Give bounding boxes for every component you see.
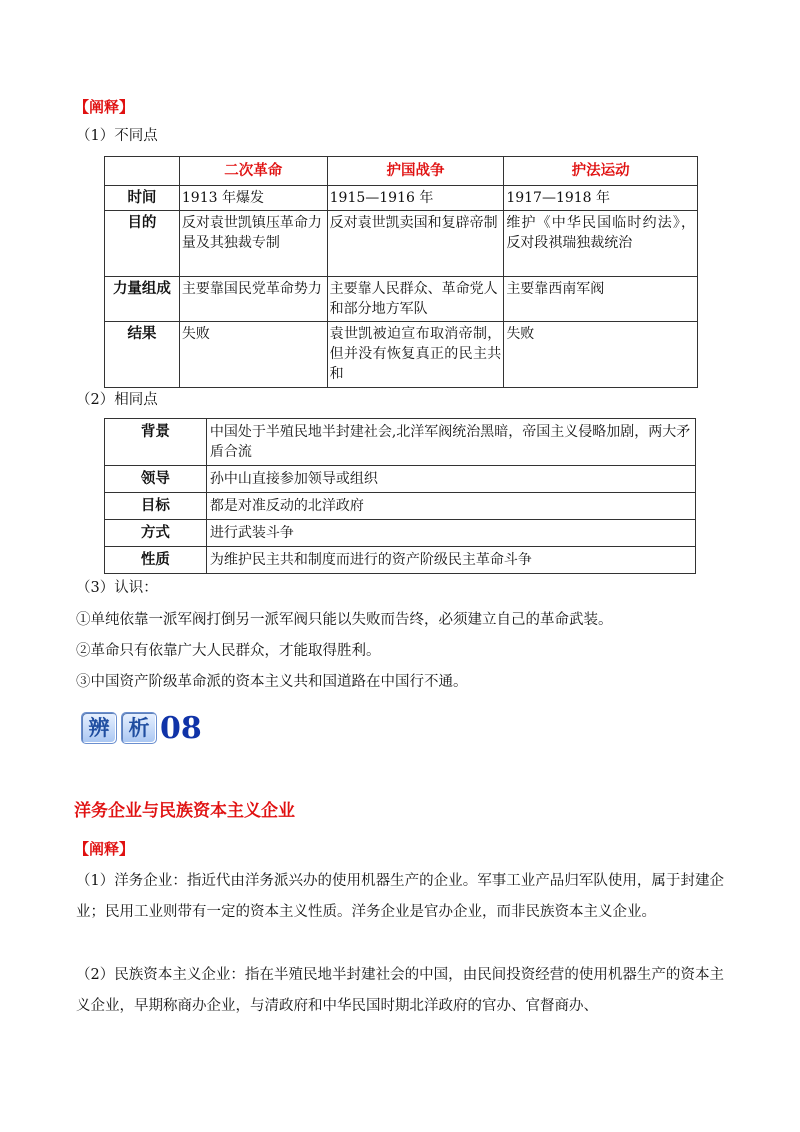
table-cell: 反对袁世凯镇压革命力量及其独裁专制 — [179, 211, 327, 277]
row-label: 目的 — [105, 211, 180, 277]
table-cell: 失败 — [179, 322, 327, 388]
table-cell: 1915—1916 年 — [327, 186, 504, 211]
analysis-badge-char1: 辨 — [81, 712, 117, 744]
table-row — [105, 547, 696, 574]
analysis-badge-char2: 析 — [121, 712, 157, 744]
table-cell: 进行武装斗争 — [206, 520, 695, 547]
insight-item: ②革命只有依靠广大人民群众，才能取得胜利。 — [76, 643, 381, 659]
table-row — [105, 277, 698, 322]
table-row — [105, 466, 696, 493]
table-row — [105, 211, 698, 277]
table-row — [105, 419, 696, 466]
insight-item: ③中国资产阶级革命派的资本主义共和国道路在中国行不通。 — [76, 674, 468, 690]
similarity-heading: （2）相同点 — [76, 392, 158, 408]
section-title: 洋务企业与民族资本主义企业 — [74, 801, 295, 821]
table-cell: 中国处于半殖民地半封建社会,北洋军阀统治黑暗，帝国主义侵略加剧，两大矛盾合流 — [206, 419, 695, 466]
table-cell: 袁世凯被迫宣布取消帝制，但并没有恢复真正的民主共和 — [327, 322, 504, 388]
table-row — [105, 322, 698, 388]
table-cell: 孙中山直接参加领导或组织 — [206, 466, 695, 493]
table-row — [105, 520, 696, 547]
table-row — [105, 186, 698, 211]
table-row — [105, 493, 696, 520]
paragraph-westernization-enterprise: （1）洋务企业：指近代由洋务派兴办的使用机器生产的企业。军事工业产品归军队使用，属于封建企业；民用工业则带有一定的资本主义性质。洋务企业是官办企业，而非民族资本主义企业。 — [76, 873, 724, 920]
row-label: 力量组成 — [105, 277, 180, 322]
table-cell: 都是对准反动的北洋政府 — [206, 493, 695, 520]
table-cell: 主要靠人民群众、革命党人和部分地方军队 — [327, 277, 504, 322]
row-label: 结果 — [105, 322, 180, 388]
table-header-cell: 护法运动 — [504, 157, 698, 186]
paragraph-national-capitalist-enterprise: （2）民族资本主义企业：指在半殖民地半封建社会的中国，由民间投资经营的使用机器生产的资本主义企业，早期称商办企业，与清政府和中华民国时期北洋政府的官办、官督商办、 — [76, 967, 724, 1014]
row-label: 性质 — [105, 547, 207, 574]
table-header-cell: 二次革命 — [179, 157, 327, 186]
explanation-tag: 【阐释】 — [74, 98, 135, 116]
table-header-row — [105, 157, 698, 186]
table-cell: 为维护民主共和制度而进行的资产阶级民主革命斗争 — [206, 547, 695, 574]
table-cell: 反对袁世凯卖国和复辟帝制 — [327, 211, 504, 277]
insight-item: ①单纯依靠一派军阀打倒另一派军阀只能以失败而告终，必须建立自己的革命武装。 — [76, 612, 613, 628]
row-label: 方式 — [105, 520, 207, 547]
row-label: 背景 — [105, 419, 207, 466]
table-cell: 主要靠国民党革命势力 — [179, 277, 327, 322]
row-label: 领导 — [105, 466, 207, 493]
row-label: 目标 — [105, 493, 207, 520]
table-cell: 1913 年爆发 — [179, 186, 327, 211]
insight-heading: （3）认识： — [76, 580, 158, 596]
table-header-cell: 护国战争 — [327, 157, 504, 186]
difference-table — [104, 156, 698, 388]
similarity-table — [104, 418, 696, 574]
table-cell: 1917—1918 年 — [504, 186, 698, 211]
analysis-number: 08 — [160, 711, 202, 746]
row-label: 时间 — [105, 186, 180, 211]
table-cell: 维护《中华民国临时约法》，反对段祺瑞独裁统治 — [504, 211, 698, 277]
table-cell: 主要靠西南军阀 — [504, 277, 698, 322]
explanation-tag: 【阐释】 — [74, 840, 135, 858]
table-cell: 失败 — [504, 322, 698, 388]
table-header-empty — [105, 157, 180, 186]
difference-heading: （1）不同点 — [76, 128, 158, 144]
